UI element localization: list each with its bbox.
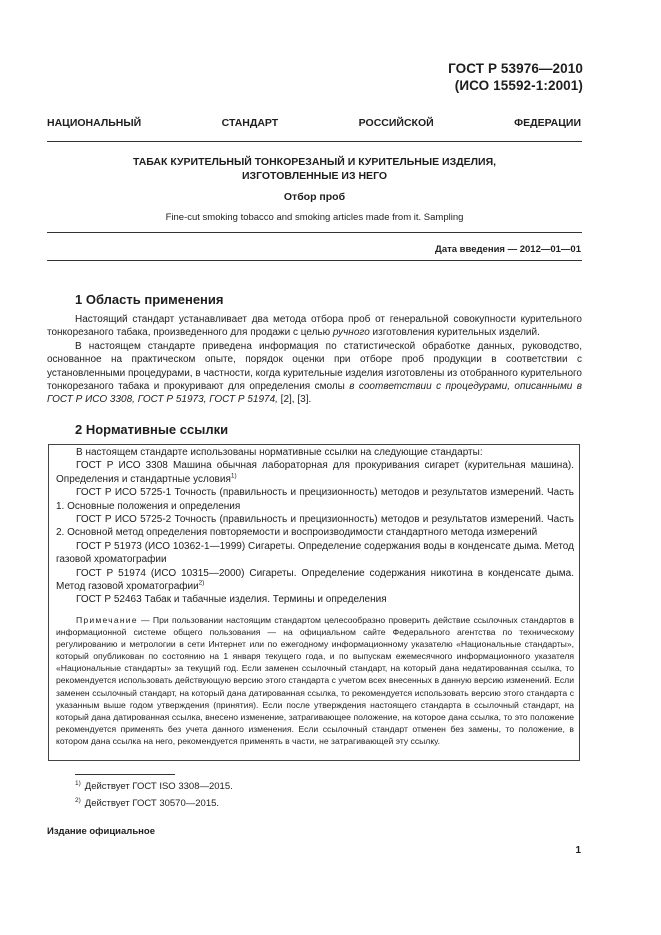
introduction-date: Дата введения — 2012—01—01	[435, 244, 581, 255]
national-standard-banner: НАЦИОНАЛЬНЫЙ СТАНДАРТ РОССИЙСКОЙ ФЕДЕРАЦИИ	[47, 117, 581, 129]
subtitle: Отбор проб	[283, 191, 346, 203]
page-number: 1	[575, 845, 581, 856]
reference-item: ГОСТ Р 51974 (ИСО 10315—2000) Сигареты. Определение содержания никотина в конденсате дыма. Метод газовой хроматографии$^{2)}$	[56, 567, 574, 593]
title-line-2: ИЗГОТОВЛЕННЫЕ ИЗ НЕГО	[241, 170, 388, 182]
footnote-2: $^{2)}$ Действует ГОСТ 30570—2015.	[75, 796, 220, 809]
edition-label: Издание официальное	[47, 826, 155, 837]
document-number: ГОСТ Р 53976—2010	[448, 61, 583, 76]
english-title: Fine-cut smoking tobacco and smoking articles made from it. Sampling	[165, 212, 464, 223]
normative-references-list	[56, 446, 574, 607]
reference-item: ГОСТ Р 51973 (ИСО 10362-1—1999) Сигареты. Определение содержания воды в конденсате дыма. Метод газовой хроматографии	[56, 540, 574, 566]
divider	[47, 141, 582, 142]
reference-item: ГОСТ Р ИСО 3308 Машина обычная лабораторная для прокуривания сигарет (курительная машина). Определения и стандартные условия$^{1)}$	[56, 460, 574, 485]
divider	[47, 232, 582, 233]
section-1-heading: 1 Область применения	[75, 292, 224, 307]
note-text: — При пользовании настоящим стандартом целесообразно проверить действие ссылочных стандартов в информационной системе общего пользования — на официальном сайте Федерального агентства по техническому регулированию и метрологии в сети Интернет или по ежегодному информационному указателю «Национальные стандарты», который опубликован по состоянию на 1 января текущего года, и по выпускам ежемесячного информационного указателя «Национальные стандарты» за текущий год. Если заменен ссылочный стандарт, на который дана недатированная ссылка, то рекомендуется использовать действующую версию этого стандарта с учетом всех внесенных в данную версию изменений. Если заменен ссылочный стандарт, на который дана датированная ссылка, то рекомендуется использовать версию этого стандарта с указанным выше годом утверждения (принятия). Если после утверждения настоящего стандарта в ссылочный стандарт, на который дана датированная ссылка, внесено изменение, затрагивающее положение, на которое дана ссылка, то это положение рекомендуется применять без учета данного изменения. Если ссылочный стандарт отменен без замены, то положение, в котором дана ссылка на него, рекомендуется применять в части, не затрагивающей эту ссылку.	[56, 615, 574, 746]
section-1-paragraph-2: В настоящем стандарте приведена информация по статистической обработке данных, руководство, основанное на практическом опыте, порядок оценки при отборе проб продукции в соответствии с установленными процедурами, в частности, когда курительные изделия изготовлены из отобранного курительного тонкорезаного табака и прокуривают для определения смолы в соответствии с процедурами, описанными в ГОСТ Р ИСО 3308, ГОСТ Р 51973, ГОСТ Р 51974, [2], [3].	[47, 340, 582, 406]
reference-item: ГОСТ Р ИСО 5725-2 Точность (правильность и прецизионность) методов и результатов измерений. Часть 2. Основной метод определения повторяемости и воспроизводимости стандартного метода измерений	[56, 514, 574, 539]
reference-item: ГОСТ Р ИСО 5725-1 Точность (правильность и прецизионность) методов и результатов измерений. Часть 1. Основные положения и определения	[56, 487, 574, 512]
footnote-1: $^{1)}$ Действует ГОСТ ISO 3308—2015.	[75, 779, 233, 792]
reference-item: ГОСТ Р 52463 Табак и табачные изделия. Термины и определения	[76, 594, 387, 606]
note-label: Примечание	[76, 615, 138, 625]
section-1-text	[47, 313, 582, 407]
section-2-heading: 2 Нормативные ссылки	[75, 422, 229, 437]
references-intro: В настоящем стандарте использованы нормативные ссылки на следующие стандарты:	[76, 447, 483, 458]
divider	[47, 260, 582, 261]
iso-number: (ИСО 15592-1:2001)	[454, 78, 583, 93]
section-1-paragraph-1: Настоящий стандарт устанавливает два метода отбора проб от генеральной совокупности курительного тонкорезаного табака, произведенного для продажи с целью ручного изготовления курительных изделий.	[47, 314, 582, 339]
note	[56, 614, 574, 747]
title-line-1: ТАБАК КУРИТЕЛЬНЫЙ ТОНКОРЕЗАНЫЙ И КУРИТЕЛЬНЫЕ ИЗДЕЛИЯ,	[132, 156, 497, 168]
footnote-divider	[75, 774, 175, 775]
